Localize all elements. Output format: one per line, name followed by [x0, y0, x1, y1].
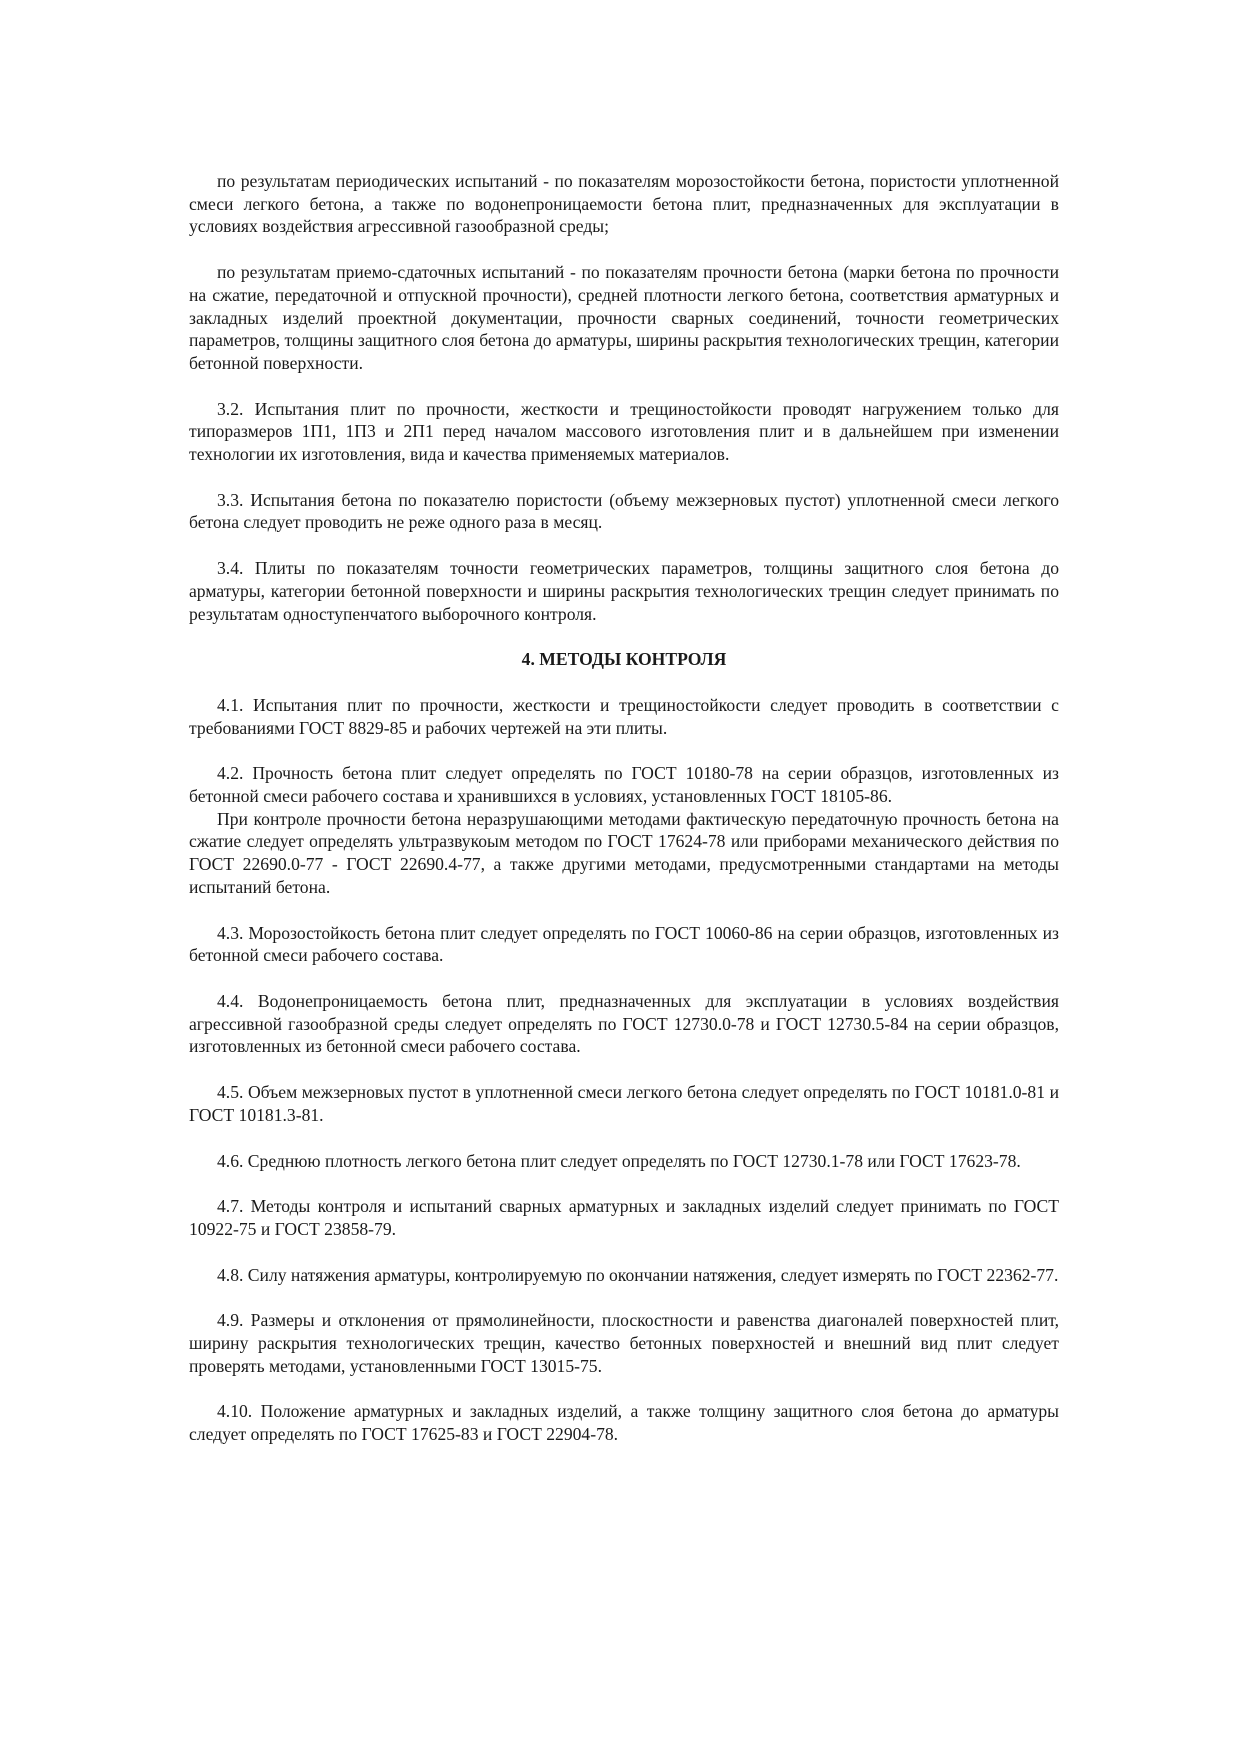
paragraph-3-4: 3.4. Плиты по показателям точности геометрических параметров, толщины защитного слоя бетона до арматуры, категории бетонной поверхности и ширины раскрытия технологических трещин следует принимать по результатам одноступенчатого выборочного контроля. — [189, 558, 1059, 624]
paragraph-4-2-continued: При контроле прочности бетона неразрушающими методами фактическую передаточную прочность бетона на сжатие следует определять ультразвукоым методом по ГОСТ 17624-78 или приборами механического действия по ГОСТ 22690.0-77 - ГОСТ 22690.4-77, а также другими методами, предусмотренными стандартами на методы испытаний бетона. — [189, 808, 1059, 897]
paragraph-4-6: 4.6. Среднюю плотность легкого бетона плит следует определять по ГОСТ 12730.1-78 или ГОСТ 17623-78. — [217, 1150, 1021, 1171]
paragraph-4-4: 4.4. Водонепроницаемость бетона плит, предназначенных для эксплуатации в условиях воздействия агрессивной газообразной среды следует определять по ГОСТ 12730.0-78 и ГОСТ 12730.5-84 на серии образцов, изготовленных из бетонной смеси рабочего состава. — [189, 990, 1059, 1057]
paragraph-3-3: 3.3. Испытания бетона по показателю пористости (объему межзерновых пустот) уплотненной смеси легкого бетона следует проводить не реже одного раза в месяц. — [189, 489, 1059, 533]
paragraph-4-3: 4.3. Морозостойкость бетона плит следует определять по ГОСТ 10060-86 на серии образцов, изготовленных из бетонной смеси рабочего состава. — [189, 922, 1059, 966]
paragraph-4-8: 4.8. Силу натяжения арматуры, контролируемую по окончании натяжения, следует измерять по ГОСТ 22362-77. — [217, 1264, 1059, 1285]
paragraph-4-2: 4.2. Прочность бетона плит следует определять по ГОСТ 10180-78 на серии образцов, изготовленных из бетонной смеси рабочего состава и хранившихся в условиях, установленных ГОСТ 18105-86. — [189, 763, 1059, 807]
paragraph-4-10: 4.10. Положение арматурных и закладных изделий, а также толщину защитного слоя бетона до арматуры следует определять по ГОСТ 17625-83 и ГОСТ 22904-78. — [189, 1401, 1059, 1445]
paragraph-acceptance-tests: по результатам приемо-сдаточных испытаний - по показателям прочности бетона (марки бетона по прочности на сжатие, передаточной и отпускной прочности), средней плотности легкого бетона, соответствия арматурных и закладных изделий проектной документации, прочности сварных соединений, точности геометрических параметров, толщины защитного слоя бетона до арматуры, ширины раскрытия технологических трещин, категории бетонной поверхности. — [189, 262, 1059, 373]
paragraph-4-5: 4.5. Объем межзерновых пустот в уплотненной смеси легкого бетона следует определять по ГОСТ 10181.0-81 и ГОСТ 10181.3-81. — [189, 1082, 1059, 1125]
paragraph-4-1: 4.1. Испытания плит по прочности, жесткости и трещиностойкости следует проводить в соответствии с требованиями ГОСТ 8829-85 и рабочих чертежей на эти плиты. — [189, 694, 1059, 738]
paragraph-3-2: 3.2. Испытания плит по прочности, жесткости и трещиностойкости проводят нагружением только для типоразмеров 1П1, 1П3 и 2П1 перед началом массового изготовления плит и в дальнейшем при изменении технологии их изготовления, вида и качества применяемых материалов. — [189, 398, 1059, 465]
paragraph-4-7: 4.7. Методы контроля и испытаний сварных арматурных и закладных изделий следует принимать по ГОСТ 10922-75 и ГОСТ 23858-79. — [189, 1196, 1059, 1239]
section-title: 4. МЕТОДЫ КОНТРОЛЯ — [521, 649, 727, 670]
paragraph-4-9: 4.9. Размеры и отклонения от прямолинейности, плоскостности и равенства диагоналей поверхностей плит, ширину раскрытия технологических трещин, качество бетонных поверхностей и внешний вид плит следует проверять методами, установленными ГОСТ 13015-75. — [189, 1310, 1059, 1376]
paragraph-periodic-tests: по результатам периодических испытаний - по показателям морозостойкости бетона, пористости уплотненной смеси легкого бетона, а также по водонепроницаемости бетона плит, предназначенных для эксплуатации в условиях воздействия агрессивной газообразной среды; — [189, 171, 1059, 237]
document-page — [189, 170, 1059, 1446]
